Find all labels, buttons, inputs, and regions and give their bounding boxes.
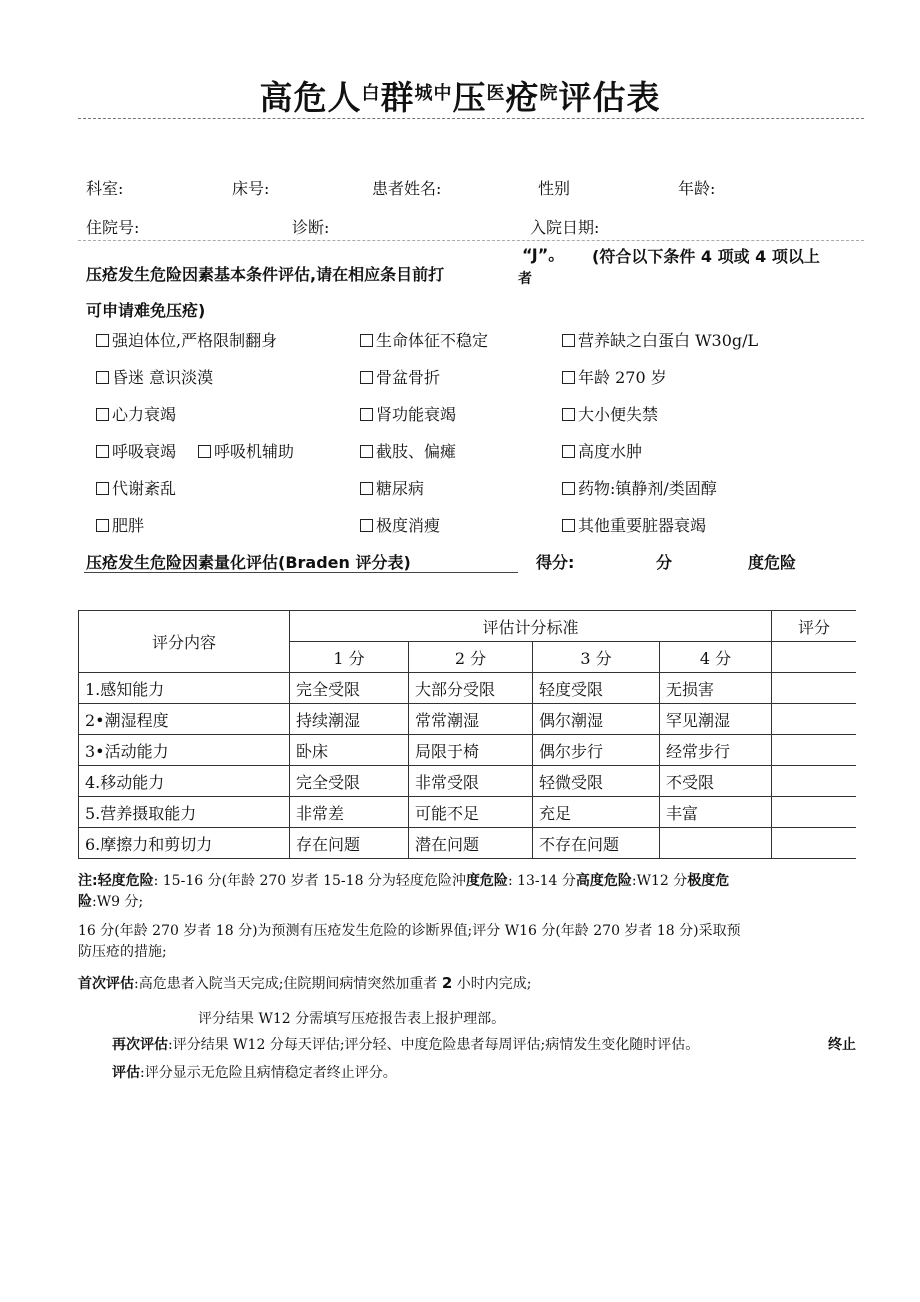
table-row [79,766,857,797]
condition-checkbox[interactable] [562,365,667,388]
condition-checkbox[interactable] [96,439,176,462]
item-cell: 1.感知能力 [79,673,290,704]
stop-assessment-label [828,1034,856,1056]
item-cell: 2•潮湿程度 [79,704,290,735]
condition-label: 昏迷 意识淡漠 [112,368,214,387]
title-text: 疮 [505,78,540,117]
condition-checkbox[interactable] [96,365,213,388]
col-standard-header: 评估计分标准 [290,611,772,642]
table-row [79,828,857,859]
title-text: 评估表 [558,78,661,117]
checkbox-icon[interactable] [96,445,109,458]
criteria-cell: 不受限 [660,766,772,797]
condition-label: 药物:镇静剂/类固醇 [578,479,717,498]
score-cell[interactable] [772,797,857,828]
stop-assessment-label-text: 评估 [112,1065,140,1081]
criteria-cell: 丰富 [660,797,772,828]
checkbox-icon[interactable] [360,371,373,384]
condition-checkbox[interactable] [562,439,642,462]
condition-checkbox[interactable] [96,328,277,351]
admission-no-label: 住院号: [86,218,140,237]
item-cell: 6.摩擦力和剪切力 [79,828,290,859]
first-assessment-hours: 2 [441,974,453,992]
title-watermark-text: 医 [486,83,506,104]
criteria-cell: 偶尔步行 [533,735,660,766]
diagnosis-label: 诊断: [292,218,330,237]
extreme-risk-label: 险 [78,894,92,910]
criteria-cell [660,828,772,859]
admission-date-label: 入院日期: [530,218,600,237]
criteria-cell: 可能不足 [409,797,533,828]
criteria-cell: 非常差 [290,797,409,828]
mid-risk-text: : 13-14 分 [507,873,576,889]
condition-label: 强迫体位,严格限制翻身 [112,331,278,350]
sex-label: 性别 [538,179,571,198]
quote-mark: “J”。 [522,245,565,264]
reassessment-text: :评分结果 W12 分每天评估;评分轻、中度危险患者每周评估;病情发生变化随时评估。 [168,1037,700,1053]
mid-risk-label: 度危险 [465,873,508,889]
basic-section-heading-cont: (符合以下条件 4 项或 4 项以上 [592,247,820,266]
score-cell[interactable] [772,642,857,673]
score-label: 得分: [536,553,575,572]
level-header: 2 分 [409,642,533,673]
mid-risk-prefix: 沖 [451,873,466,889]
condition-checkbox[interactable] [360,513,440,536]
extreme-risk-text: :W9 分; [92,894,144,910]
points-unit: 分 [656,553,673,572]
condition-label: 肥胖 [112,516,145,535]
reassessment-label: 再次评估 [112,1037,168,1053]
condition-checkbox[interactable] [360,365,440,388]
criteria-cell: 无损害 [660,673,772,704]
criteria-cell: 常常潮湿 [409,704,533,735]
title-text: 高危人 [259,78,362,117]
braden-heading-underline [84,572,518,573]
checkbox-icon[interactable] [96,371,109,384]
condition-label: 呼吸机辅助 [214,442,295,461]
condition-label: 心力衰竭 [112,405,177,424]
reassessment-note [112,1034,699,1056]
risk-levels-note [78,870,729,892]
section-divider [78,240,864,241]
title-watermark-text: 白 [361,83,381,104]
condition-label: 极度消瘦 [376,516,441,535]
criteria-cell: 充足 [533,797,660,828]
title-watermark-text: 院 [539,83,559,104]
item-cell: 4.移动能力 [79,766,290,797]
col-score-header: 评分 [772,611,857,642]
mild-risk-label: 轻度危险 [97,873,154,889]
extreme-risk-label: 极度危 [687,873,730,889]
stop-assessment-text: :评分显示无危险且病情稳定者终止评分。 [140,1065,397,1081]
checkbox-icon[interactable] [96,408,109,421]
criteria-cell: 潜在问题 [409,828,533,859]
condition-label: 骨盆骨折 [376,368,441,387]
criteria-cell: 罕见潮湿 [660,704,772,735]
criteria-cell: 持续潮湿 [290,704,409,735]
checkbox-icon[interactable] [360,519,373,532]
checkbox-icon[interactable] [360,445,373,458]
condition-label: 年龄 270 岁 [578,368,667,387]
condition-label: 大小便失禁 [578,405,659,424]
checkbox-icon[interactable] [562,482,575,495]
condition-label: 肾功能衰竭 [376,405,457,424]
condition-checkbox[interactable] [360,402,456,425]
bed-label: 床号: [232,179,270,198]
risk-level-label: 度危险 [748,553,797,572]
item-cell: 5.营养摄取能力 [79,797,290,828]
condition-checkbox[interactable] [96,476,176,499]
dept-label: 科室: [86,179,124,198]
criteria-cell: 大部分受限 [409,673,533,704]
score-cell[interactable] [772,673,857,704]
condition-checkbox[interactable] [360,476,424,499]
criteria-cell: 经常步行 [660,735,772,766]
mild-risk-text: : 15-16 分(年龄 270 岁者 15-18 分为轻度危险 [153,873,452,889]
criteria-cell: 轻微受限 [533,766,660,797]
risk-levels-note-cont [78,891,143,913]
first-assessment-text: :高危患者入院当天完成;住院期间病情突然加重者 [134,976,442,992]
condition-checkbox[interactable] [198,439,294,462]
title-text: 群 [380,78,415,117]
condition-label: 生命体征不稳定 [376,331,489,350]
level-header: 3 分 [533,642,660,673]
condition-checkbox[interactable] [96,402,176,425]
level-header: 1 分 [290,642,409,673]
condition-label: 高度水肿 [578,442,643,461]
high-risk-label: 高度危险 [575,873,632,889]
threshold-note-cont: 防压疮的措施; [78,944,167,960]
col-content-header: 评分内容 [79,611,290,673]
table-row [79,673,857,704]
score-cell[interactable] [772,735,857,766]
note-label: 注: [78,873,98,889]
checkbox-icon[interactable] [562,334,575,347]
braden-heading: 压疮发生危险因素量化评估(Braden 评分表) [86,553,411,572]
table-row [79,797,857,828]
stop-assessment-label-text: 终止 [828,1037,856,1053]
patient-name-label: 患者姓名: [372,179,442,198]
checkbox-icon[interactable] [562,519,575,532]
criteria-cell: 卧床 [290,735,409,766]
title-text: 压 [452,78,487,117]
level-header: 4 分 [660,642,772,673]
condition-checkbox[interactable] [562,476,717,499]
item-cell: 3•活动能力 [79,735,290,766]
condition-checkbox[interactable] [562,328,758,351]
first-assessment-label: 首次评估 [78,976,134,992]
criteria-cell: 不存在问题 [533,828,660,859]
title-watermark-text: 城中 [414,83,453,104]
basic-section-heading: 压疮发生危险因素基本条件评估,请在相应条目前打 [86,265,445,284]
checkbox-icon[interactable] [360,408,373,421]
condition-label: 其他重要脏器衰竭 [578,516,707,535]
condition-label: 截肢、偏瘫 [376,442,457,461]
criteria-cell: 局限于椅 [409,735,533,766]
condition-label: 糖尿病 [376,479,425,498]
first-assessment-text: 小时内完成; [452,976,532,992]
title-divider [78,118,864,119]
stop-assessment-note [112,1062,397,1084]
criteria-cell: 轻度受限 [533,673,660,704]
condition-checkbox[interactable] [96,513,144,536]
table-row [79,735,857,766]
first-assessment-note [78,972,532,995]
checkbox-icon[interactable] [360,482,373,495]
checkbox-icon[interactable] [198,445,211,458]
condition-checkbox[interactable] [562,513,706,536]
braden-table [78,610,856,859]
condition-checkbox[interactable] [360,328,488,351]
condition-label: 代谢紊乱 [112,479,177,498]
score-cell[interactable] [772,766,857,797]
condition-checkbox[interactable] [562,402,658,425]
checkbox-icon[interactable] [96,334,109,347]
threshold-note: 16 分(年龄 270 岁者 18 分)为预测有压疮发生危险的诊断界值;评分 W16 分(年龄 270 岁者 18 分)采取预 [78,923,741,939]
checkbox-icon[interactable] [96,519,109,532]
condition-label: 呼吸衰竭 [112,442,177,461]
age-label: 年龄: [678,179,716,198]
criteria-cell: 偶尔潮湿 [533,704,660,735]
report-note: 评分结果 W12 分需填写压疮报告表上报护理部。 [198,1011,506,1027]
criteria-cell: 完全受限 [290,766,409,797]
checkbox-icon[interactable] [562,371,575,384]
checkbox-icon[interactable] [96,482,109,495]
basic-section-heading-cont: 者 [518,271,532,287]
page-title [0,72,920,119]
basic-section-heading-cont: 可申请难免压疮) [86,301,206,320]
score-cell[interactable] [772,828,857,859]
high-risk-text: :W12 分 [631,873,688,889]
condition-checkbox[interactable] [360,439,456,462]
criteria-cell: 存在问题 [290,828,409,859]
criteria-cell: 非常受限 [409,766,533,797]
criteria-cell: 完全受限 [290,673,409,704]
condition-label: 营养缺之白蛋白 W30g/L [578,331,759,350]
checkbox-icon[interactable] [360,334,373,347]
score-cell[interactable] [772,704,857,735]
checkbox-icon[interactable] [562,445,575,458]
table-row [79,704,857,735]
checkbox-icon[interactable] [562,408,575,421]
